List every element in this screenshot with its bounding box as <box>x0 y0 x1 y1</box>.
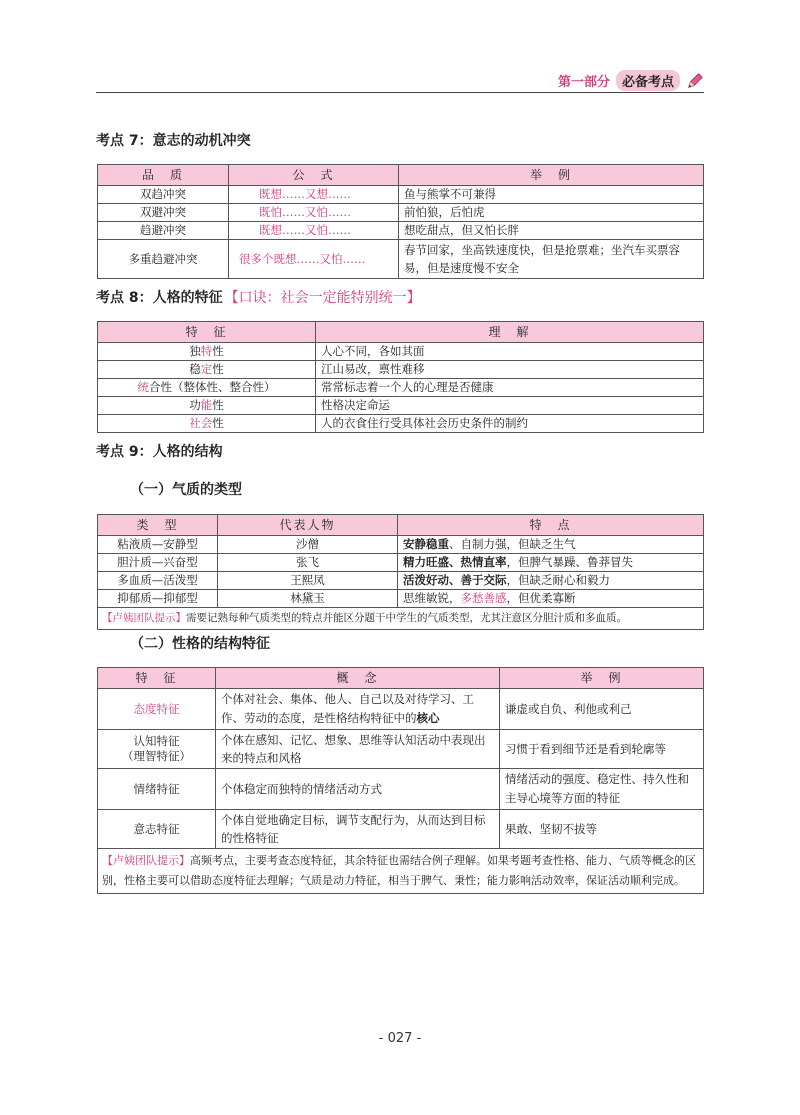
cell-type: 多血质—活泼型 <box>98 572 218 590</box>
table-header: 特 征 <box>98 322 316 343</box>
cell-trait: 活泼好动、善于交际，但缺乏耐心和毅力 <box>398 572 704 590</box>
table-header: 代表人物 <box>218 515 398 536</box>
cell-concept: 个体对社会、集体、他人、自己以及对待学习、工作、劳动的态度，是性格结构特征中的核心 <box>216 689 500 730</box>
table-row <box>98 689 704 730</box>
table-row <box>98 572 704 590</box>
table-header: 特 点 <box>398 515 704 536</box>
cell-example: 习惯于看到细节还是看到轮廓等 <box>500 730 704 769</box>
cell-feature: 功能性 <box>98 397 316 415</box>
page-header <box>96 72 704 93</box>
table-header: 举 例 <box>500 668 704 689</box>
team-tip: 【卢姨团队提示】需要记熟每种气质类型的特点并能区分题干中学生的气质类型，尤其注意区分胆汁质和多血质。 <box>98 608 704 630</box>
table-row <box>98 222 704 240</box>
cell-quality: 多重趋避冲突 <box>98 240 229 279</box>
table-row <box>98 240 704 279</box>
tip-row <box>98 608 704 630</box>
cell-person: 沙僧 <box>218 536 398 554</box>
cell-understanding: 人的衣食住行受具体社会历史条件的制约 <box>316 415 704 433</box>
table-header: 品 质 <box>98 165 229 186</box>
table-row <box>98 204 704 222</box>
section-8-title <box>96 287 421 307</box>
team-tip: 【卢姨团队提示】高频考点，主要考查态度特征，其余特征也需结合例子理解。如果考题考查性格、能力、气质等概念的区别，性格主要可以借助态度特征去理解；气质是动力特征，相当于脾气、秉性；能力影响活动效率，保证活动顺利完成。 <box>98 849 704 894</box>
header-part: 第一部分 <box>557 75 610 90</box>
section-8-title-text: 考点 8：人格的特征 <box>96 290 223 306</box>
cell-trait: 精力旺盛、热情直率，但脾气暴躁、鲁莽冒失 <box>398 554 704 572</box>
table-header: 公 式 <box>229 165 399 186</box>
character-structure-table <box>97 667 704 894</box>
cell-example: 情绪活动的强度、稳定性、持久性和主导心境等方面的特征 <box>500 769 704 810</box>
personality-feature-table <box>97 321 704 433</box>
cell-quality: 趋避冲突 <box>98 222 229 240</box>
cell-feature: 意志特征 <box>98 810 216 849</box>
cell-feature: 认知特征 （理智特征） <box>98 730 216 769</box>
cell-feature: 稳定性 <box>98 361 316 379</box>
table-row <box>98 379 704 397</box>
table-row <box>98 397 704 415</box>
page-number: - 027 - <box>378 1031 422 1046</box>
cell-concept: 个体稳定而独特的情绪活动方式 <box>216 769 500 810</box>
cell-feature: 独特性 <box>98 343 316 361</box>
table-row <box>98 536 704 554</box>
section-9-title: 考点 9：人格的结构 <box>96 444 223 460</box>
header-section-label <box>558 70 704 91</box>
subsection-temperament-title: （一）气质的类型 <box>130 482 242 498</box>
cell-quality: 双趋冲突 <box>98 186 229 204</box>
cell-person: 林黛玉 <box>218 590 398 608</box>
cell-understanding: 人心不同，各如其面 <box>316 343 704 361</box>
pencil-icon <box>686 72 704 90</box>
cell-person: 张飞 <box>218 554 398 572</box>
cell-formula: 很多个既想……又怕…… <box>229 240 399 279</box>
cell-example: 鱼与熊掌不可兼得 <box>399 186 704 204</box>
cell-example: 春节回家，坐高铁速度快，但是抢票难；坐汽车买票容易，但是速度慢不安全 <box>399 240 704 279</box>
cell-person: 王熙凤 <box>218 572 398 590</box>
cell-feature: 社会性 <box>98 415 316 433</box>
table-header: 理 解 <box>316 322 704 343</box>
cell-example: 想吃甜点，但又怕长胖 <box>399 222 704 240</box>
cell-type: 胆汁质—兴奋型 <box>98 554 218 572</box>
cell-understanding: 常常标志着一个人的心理是否健康 <box>316 379 704 397</box>
cell-formula: 既想……又怕…… <box>229 222 399 240</box>
table-header: 特 征 <box>98 668 216 689</box>
table-header: 概 念 <box>216 668 500 689</box>
cell-type: 抑郁质—抑郁型 <box>98 590 218 608</box>
motivation-conflict-table <box>97 164 704 279</box>
cell-feature: 态度特征 <box>98 689 216 730</box>
cell-trait: 安静稳重、自制力强，但缺乏生气 <box>398 536 704 554</box>
table-row <box>98 554 704 572</box>
cell-concept: 个体在感知、记忆、想象、思维等认知活动中表现出来的特点和风格 <box>216 730 500 769</box>
table-header: 类 型 <box>98 515 218 536</box>
table-row <box>98 361 704 379</box>
subsection-character-title: （二）性格的结构特征 <box>130 636 270 652</box>
cell-concept: 个体自觉地确定目标，调节支配行为，从而达到目标的性格特征 <box>216 810 500 849</box>
header-badge: 必备考点 <box>616 70 680 91</box>
table-row <box>98 730 704 769</box>
table-row <box>98 343 704 361</box>
cell-understanding: 性格决定命运 <box>316 397 704 415</box>
section-7-title: 考点 7：意志的动机冲突 <box>96 133 251 149</box>
table-row <box>98 810 704 849</box>
cell-type: 粘液质—安静型 <box>98 536 218 554</box>
cell-trait: 思维敏锐，多愁善感，但优柔寡断 <box>398 590 704 608</box>
mnemonic-hint: 【口诀：社会一定能特别统一】 <box>224 290 421 306</box>
table-row <box>98 590 704 608</box>
tip-row <box>98 849 704 894</box>
cell-feature: 统合性（整体性、整合性） <box>98 379 316 397</box>
cell-feature: 情绪特征 <box>98 769 216 810</box>
cell-formula: 既想……又想…… <box>229 186 399 204</box>
cell-formula: 既怕……又怕…… <box>229 204 399 222</box>
table-row <box>98 769 704 810</box>
table-row <box>98 415 704 433</box>
cell-quality: 双避冲突 <box>98 204 229 222</box>
cell-understanding: 江山易改，禀性难移 <box>316 361 704 379</box>
cell-example: 果敢、坚韧不拔等 <box>500 810 704 849</box>
cell-example: 前怕狼，后怕虎 <box>399 204 704 222</box>
cell-example: 谦虚或自负、利他或利己 <box>500 689 704 730</box>
table-row <box>98 186 704 204</box>
temperament-table <box>97 514 704 630</box>
table-header: 举 例 <box>399 165 704 186</box>
